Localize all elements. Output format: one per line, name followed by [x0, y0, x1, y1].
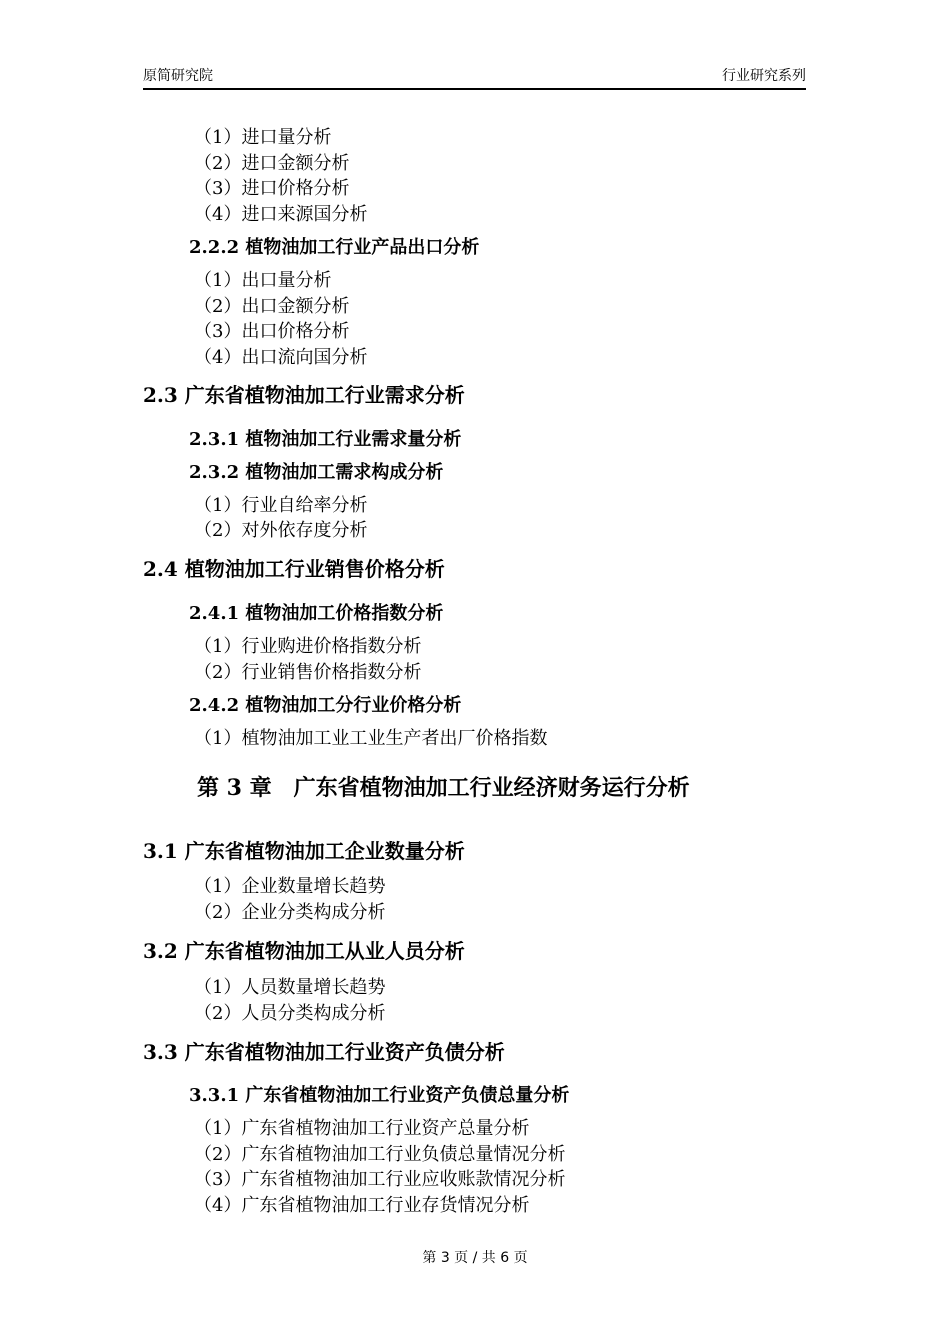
toc-item: （1）出口量分析 — [194, 270, 332, 291]
page-header-right: 行业研究系列 — [722, 68, 806, 84]
toc-subsection: 3.3.1 广东省植物油加工行业资产负债总量分析 — [189, 1085, 570, 1106]
toc-item: （2）企业分类构成分析 — [194, 902, 386, 923]
toc-section: 3.1 广东省植物油加工企业数量分析 — [143, 839, 465, 863]
toc-item: （3）进口价格分析 — [194, 178, 350, 199]
toc-subsection: 2.3.1 植物油加工行业需求量分析 — [189, 429, 462, 450]
toc-section: 3.3 广东省植物油加工行业资产负债分析 — [143, 1040, 505, 1064]
toc-item: （1）广东省植物油加工行业资产总量分析 — [194, 1118, 530, 1139]
toc-subsection: 2.3.2 植物油加工需求构成分析 — [189, 462, 444, 483]
toc-subsection: 2.4.1 植物油加工价格指数分析 — [189, 603, 444, 624]
toc-item: （1）进口量分析 — [194, 127, 332, 148]
toc-item: （4）广东省植物油加工行业存货情况分析 — [194, 1195, 530, 1216]
page-header-left: 原简研究院 — [143, 68, 213, 84]
toc-item: （1）企业数量增长趋势 — [194, 876, 386, 897]
toc-item: （1）行业自给率分析 — [194, 495, 368, 516]
toc-item: （1）人员数量增长趋势 — [194, 977, 386, 998]
toc-item: （2）对外依存度分析 — [194, 520, 368, 541]
header-divider — [143, 88, 806, 90]
toc-subsection: 2.2.2 植物油加工行业产品出口分析 — [189, 237, 480, 258]
page-number: 第 3 页 / 共 6 页 — [422, 1250, 528, 1266]
toc-item: （2）行业销售价格指数分析 — [194, 662, 422, 683]
toc-item: （1）行业购进价格指数分析 — [194, 636, 422, 657]
toc-item: （2）出口金额分析 — [194, 296, 350, 317]
toc-section: 2.4 植物油加工行业销售价格分析 — [143, 557, 445, 581]
toc-item: （1）植物油加工业工业生产者出厂价格指数 — [194, 728, 548, 749]
toc-item: （2）进口金额分析 — [194, 153, 350, 174]
toc-subsection: 2.4.2 植物油加工分行业价格分析 — [189, 695, 462, 716]
toc-item: （4）进口来源国分析 — [194, 204, 368, 225]
toc-section: 3.2 广东省植物油加工从业人员分析 — [143, 939, 465, 963]
toc-chapter-title: 第 3 章 广东省植物油加工行业经济财务运行分析 — [197, 775, 690, 801]
toc-section: 2.3 广东省植物油加工行业需求分析 — [143, 383, 465, 407]
toc-item: （2）广东省植物油加工行业负债总量情况分析 — [194, 1144, 566, 1165]
toc-item: （4）出口流向国分析 — [194, 347, 368, 368]
toc-item: （2）人员分类构成分析 — [194, 1003, 386, 1024]
toc-item: （3）广东省植物油加工行业应收账款情况分析 — [194, 1169, 566, 1190]
toc-item: （3）出口价格分析 — [194, 321, 350, 342]
